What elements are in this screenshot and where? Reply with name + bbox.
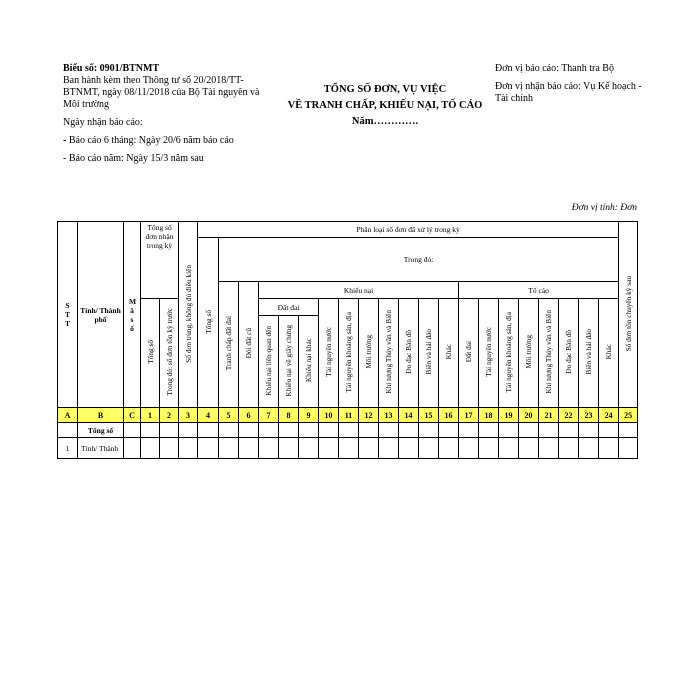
index-cell: 6 (239, 408, 259, 423)
table-cell (279, 438, 299, 459)
table-cell (339, 438, 359, 459)
index-cell: 15 (419, 408, 439, 423)
report-6-months: - Báo cáo 6 tháng: Ngày 20/6 năm báo cáo (63, 135, 234, 146)
unit-label: Đơn vị tính: Đơn (571, 203, 637, 213)
table-cell (259, 438, 279, 459)
table-cell (599, 423, 619, 438)
table-cell (359, 438, 379, 459)
index-cell: 19 (499, 408, 519, 423)
table-cell (479, 438, 499, 459)
index-cell: 3 (179, 408, 198, 423)
index-cell: 4 (198, 408, 219, 423)
form-code: Biểu số: 0901/BTNMT (63, 63, 160, 74)
index-cell: 25 (619, 408, 638, 423)
th-c-other: Khác (439, 299, 459, 408)
table-cell (179, 423, 198, 438)
th-stt: STT (58, 222, 78, 408)
index-cell: 22 (559, 408, 579, 423)
table-cell (499, 438, 519, 459)
table-cell (319, 423, 339, 438)
row-stt: 1 (58, 438, 78, 459)
th-d-water: Tài nguyên nước (479, 299, 499, 408)
index-cell: 24 (599, 408, 619, 423)
table-cell (279, 423, 299, 438)
th-c-compensation: Khiếu nại liên quan đến (259, 316, 279, 408)
th-land: Đất đai (259, 299, 319, 316)
index-cell: 5 (219, 408, 239, 423)
table-cell (198, 423, 219, 438)
table-cell (419, 438, 439, 459)
index-cell: C (124, 408, 141, 423)
table-cell (459, 438, 479, 459)
header-right (495, 63, 645, 105)
table-cell (479, 423, 499, 438)
index-cell: 20 (519, 408, 539, 423)
table-cell (219, 438, 239, 459)
index-cell: 1 (141, 408, 160, 423)
index-row (58, 408, 638, 423)
report-table (57, 221, 638, 459)
index-cell: 2 (160, 408, 179, 423)
index-cell: 21 (539, 408, 559, 423)
th-proc-total: Tổng số (198, 238, 219, 408)
row-province-label: Tỉnh/ Thành (78, 438, 124, 459)
index-cell: 10 (319, 408, 339, 423)
table-cell (399, 438, 419, 459)
title-line-2: VỀ TRANH CHẤP, KHIẾU NẠI, TỐ CÁO (287, 100, 483, 111)
table-cell (124, 438, 141, 459)
th-c-environment: Môi trường (359, 299, 379, 408)
th-duplicate: Số đơn trùng, không đủ điều kiện (179, 222, 198, 408)
total-row (58, 423, 638, 438)
table-cell (539, 423, 559, 438)
total-row-label: Tổng số (78, 423, 124, 438)
table-cell (619, 423, 638, 438)
table-cell (160, 423, 179, 438)
table-cell (379, 423, 399, 438)
index-cell: 14 (399, 408, 419, 423)
index-cell: 16 (439, 408, 459, 423)
report-year: - Báo cáo năm: Ngày 15/3 năm sau (63, 153, 204, 164)
table-cell (259, 423, 279, 438)
table-cell (198, 438, 219, 459)
table-cell (239, 438, 259, 459)
index-cell: 8 (279, 408, 299, 423)
th-c-sea: Biển và hải đảo (419, 299, 439, 408)
th-prev-period: Trong đó: số đơn tồn kỳ trước (160, 299, 179, 408)
th-c-certificate: Khiếu nại về giấy chứng (279, 316, 299, 408)
index-cell: 18 (479, 408, 499, 423)
table-cell (239, 423, 259, 438)
table-cell (499, 423, 519, 438)
index-cell: 9 (299, 408, 319, 423)
th-c-survey: Đo đạc Bản đồ (399, 299, 419, 408)
th-c-water: Tài nguyên nước (319, 299, 339, 408)
table-row (58, 438, 638, 459)
title-line-1: TỔNG SỐ ĐƠN, VỤ VIỆC (323, 84, 447, 95)
table-cell (339, 423, 359, 438)
th-land-dispute: Tranh chấp đất đai (219, 282, 239, 408)
table-cell (579, 438, 599, 459)
table-cell (319, 438, 339, 459)
th-complaint: Khiếu nại (259, 282, 459, 299)
table-cell (141, 438, 160, 459)
th-d-hydromet: Khí tượng Thủy văn và Biến (539, 299, 559, 408)
table-cell (559, 438, 579, 459)
table-cell (299, 438, 319, 459)
table-cell (219, 423, 239, 438)
table-cell (539, 438, 559, 459)
th-denunciation: Tố cáo (459, 282, 619, 299)
index-cell: 7 (259, 408, 279, 423)
table-cell (179, 438, 198, 459)
th-d-sea: Biển và hải đảo (579, 299, 599, 408)
title-year: Năm…………. (351, 116, 419, 127)
table-cell (439, 438, 459, 459)
table-cell (58, 423, 78, 438)
table-cell (141, 423, 160, 438)
index-cell: 23 (579, 408, 599, 423)
table-cell (439, 423, 459, 438)
th-d-mineral: Tài nguyên khoáng sản, địa (499, 299, 519, 408)
table-cell (124, 423, 141, 438)
receiving-unit: Đơn vị nhận báo cáo: Vụ Kế hoạch - Tài chính (495, 81, 642, 104)
table-cell (599, 438, 619, 459)
table-cell (459, 423, 479, 438)
index-cell: B (78, 408, 124, 423)
th-classified: Phân loại số đơn đã xử lý trong kỳ (198, 222, 619, 238)
table-cell (399, 423, 419, 438)
th-d-other: Khác (599, 299, 619, 408)
th-code: Mã số (124, 222, 141, 408)
th-province: Tỉnh/ Thành phố (78, 222, 124, 408)
index-cell: A (58, 408, 78, 423)
report-title (276, 82, 494, 130)
th-other-dispute: Đòi đất cũ (239, 282, 259, 408)
th-d-survey: Đo đạc Bản đồ (559, 299, 579, 408)
table-cell (619, 438, 638, 459)
issued-by: Ban hành kèm theo Thông tư số 20/2018/TT-BTNMT, ngày 08/11/2018 của Bộ Tài nguyên và Môi trường (63, 75, 260, 110)
th-d-environment: Môi trường (519, 299, 539, 408)
th-received-total: Tổng số (141, 299, 160, 408)
table-cell (559, 423, 579, 438)
th-c-mineral: Tài nguyên khoáng sản, địa (339, 299, 359, 408)
index-cell: 11 (339, 408, 359, 423)
th-carry-over: Số đơn tồn chuyển kỳ sau (619, 222, 638, 408)
index-cell: 12 (359, 408, 379, 423)
header-left (63, 63, 273, 165)
reporting-unit: Đơn vị báo cáo: Thanh tra Bộ (495, 63, 614, 74)
table-cell (519, 423, 539, 438)
table-cell (379, 438, 399, 459)
th-d-land: Đất đai (459, 299, 479, 408)
index-cell: 13 (379, 408, 399, 423)
th-of-which: Trong đó: (219, 238, 619, 282)
table-cell (359, 423, 379, 438)
table-cell (519, 438, 539, 459)
table-cell (579, 423, 599, 438)
table-cell (160, 438, 179, 459)
index-cell: 17 (459, 408, 479, 423)
th-c-hydromet: Khí tượng Thủy văn và Biến (379, 299, 399, 408)
table-cell (419, 423, 439, 438)
table-cell (299, 423, 319, 438)
receive-date-label: Ngày nhận báo cáo: (63, 117, 143, 128)
th-total-received: Tổng số đơn nhận trong kỳ (141, 222, 179, 299)
th-c-other-land: Khiếu nại khác (299, 316, 319, 408)
